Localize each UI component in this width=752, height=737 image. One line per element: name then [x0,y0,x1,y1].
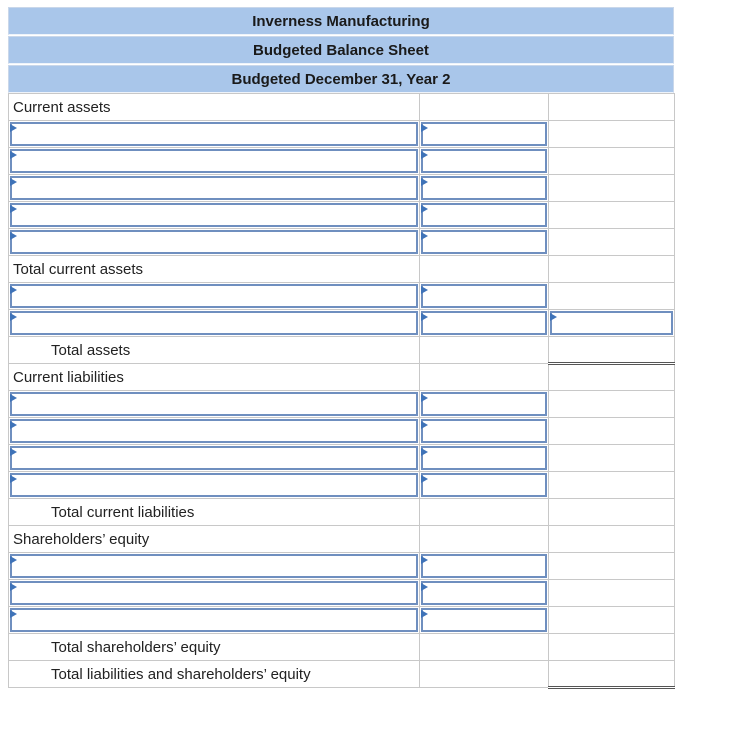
total-assets-amount [549,337,675,364]
account-name-input[interactable] [10,311,418,335]
section-label-current-liabilities: Current liabilities [13,368,124,386]
table-row [9,94,675,121]
table-row [9,337,675,364]
amount-input[interactable] [421,554,547,578]
total-current-assets-label: Total current assets [13,260,144,278]
account-name-input[interactable] [10,230,418,254]
table-row [9,661,675,688]
total-current-liabilities-label: Total current liabilities [51,503,195,521]
amount-input[interactable] [421,122,547,146]
amount-input[interactable] [421,149,547,173]
account-name-input[interactable] [10,419,418,443]
amount-input[interactable] [421,446,547,470]
amount-input[interactable] [421,176,547,200]
table-row [9,202,675,229]
table-row [9,175,675,202]
amount-input[interactable] [421,230,547,254]
account-name-input[interactable] [10,284,418,308]
company-name: Inverness Manufacturing [8,7,674,35]
amount-input[interactable] [421,581,547,605]
amount-input[interactable] [421,203,547,227]
amount-input[interactable] [421,284,547,308]
account-name-input[interactable] [10,608,418,632]
account-name-input[interactable] [10,554,418,578]
table-row [9,364,675,391]
amount-input[interactable] [421,608,547,632]
table-row [9,634,675,661]
amount-input[interactable] [421,311,547,335]
table-row [9,229,675,256]
table-row [9,256,675,283]
account-name-input[interactable] [10,392,418,416]
statement-title: Budgeted Balance Sheet [8,36,674,64]
table-row [9,526,675,553]
table-row [9,310,675,337]
table-row [9,283,675,310]
amount-input[interactable] [421,392,547,416]
account-name-input[interactable] [10,122,418,146]
amount-input[interactable] [421,473,547,497]
table-row [9,391,675,418]
table-row [9,607,675,634]
total-shareholders-equity-label: Total shareholders’ equity [51,638,221,656]
account-name-input[interactable] [10,581,418,605]
table-row [9,121,675,148]
table-row [9,148,675,175]
table-row [9,553,675,580]
total-amount-input[interactable] [550,311,673,335]
account-name-input[interactable] [10,176,418,200]
account-name-input[interactable] [10,473,418,497]
total-assets-label: Total assets [51,341,131,359]
table-row [9,499,675,526]
table-row [9,418,675,445]
account-name-input[interactable] [10,149,418,173]
statement-date: Budgeted December 31, Year 2 [8,65,674,93]
total-liabilities-equity-label: Total liabilities and shareholders’ equity [51,665,311,683]
table-row [9,472,675,499]
account-name-input[interactable] [10,203,418,227]
balance-sheet [8,7,674,689]
amount-input[interactable] [421,419,547,443]
total-liabilities-equity-amount [549,661,675,688]
balance-sheet-table [8,93,675,689]
account-name-input[interactable] [10,446,418,470]
table-row [9,580,675,607]
table-row [9,445,675,472]
section-label-shareholders-equity: Shareholders’ equity [13,530,150,548]
section-label-current-assets: Current assets [13,98,111,116]
